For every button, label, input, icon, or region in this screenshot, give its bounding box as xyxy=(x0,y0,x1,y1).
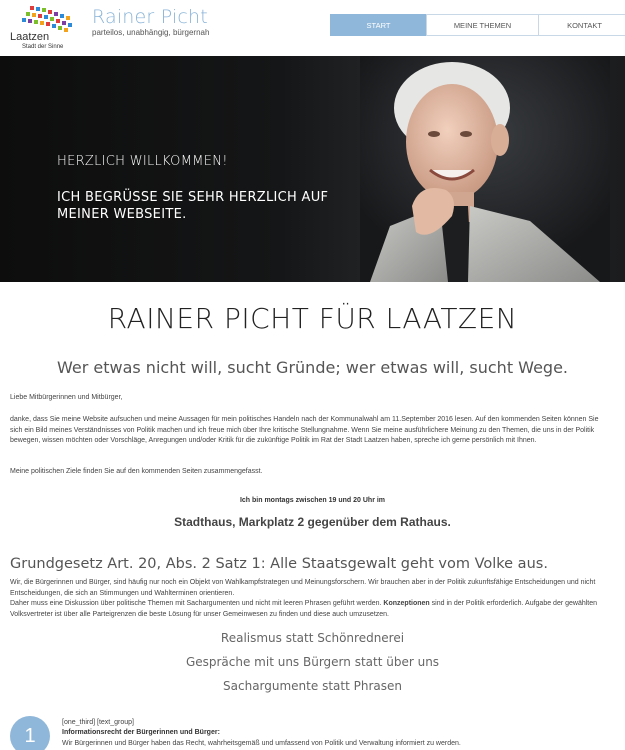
intro-paragraph: danke, dass Sie meine Website aufsuchen und meine Aussagen für mein politisches Handeln nach der Kommunalwahl am 11.September 2016 lesen. Auf den kommenden Seiten können Sie sich ein Bild meines Verständnisses von Politik machen und ich freue mich über Ihre kritische Stellungnahme. Wenn Sie meine ausführlichere Meinung zu den Themen, die uns in der Politik bewegen, wissen möchten oder Vorschläge, Anregungen und/oder Kritik für die zukünftige Politik im Rat der Stadt Laatzen haben, spreche ich gerne persönlich mit Ihnen. xyxy=(10,416,599,444)
grundgesetz-line2a: Daher muss eine Diskussion über politische Themen mit Sachargumenten und nicht mit leeren Phrasen geführt werden. xyxy=(10,600,382,607)
nav-start[interactable]: START xyxy=(330,14,427,36)
motto: Wer etwas nicht will, sucht Gründe; wer etwas will, sucht Wege. xyxy=(56,358,568,377)
grundgesetz-line1: Wir, die Bürgerinnen und Bürger, sind häufig nur noch ein Objekt von Wahlkampfstrategen und Meinungsforschern. Wir brauchen aber in der Politik zukunftsfähige Entscheidungen und nicht Entscheidungen, die sich an Stimmungen und Wahlterminen orientieren. xyxy=(10,579,596,597)
goals-paragraph: Meine politischen Ziele finden Sie auf den kommenden Seiten zusammengefasst. xyxy=(10,468,263,475)
site-name[interactable]: Rainer Picht xyxy=(92,6,208,28)
site-header xyxy=(0,0,625,56)
slogan-3: Sachargumente statt Phrasen xyxy=(223,679,402,693)
hero-welcome: HERZLICH WILLKOMMEN! xyxy=(57,154,228,169)
grundgesetz-text xyxy=(10,578,610,620)
salutation: Liebe Mitbürgerinnen und Mitbürger, xyxy=(10,394,123,401)
office-address: Stadthaus, Markplatz 2 gegenüber dem Rathaus. xyxy=(174,515,451,529)
grundgesetz-heading: Grundgesetz Art. 20, Abs. 2 Satz 1: Alle Staatsgewalt geht vom Volke aus. xyxy=(10,556,548,572)
page-title: RAINER PICHT FÜR LAATZEN xyxy=(107,302,518,335)
main-nav xyxy=(330,14,625,36)
hero-banner xyxy=(0,56,625,282)
site-tagline: parteilos, unabhängig, bürgernah xyxy=(92,28,210,37)
laatzen-logo[interactable] xyxy=(8,4,86,50)
nav-kontakt[interactable]: KONTAKT xyxy=(538,14,625,36)
office-hours: Ich bin montags zwischen 19 und 20 Uhr im xyxy=(239,497,386,504)
info-text: Wir Bürgerinnen und Bürger haben das Recht, wahrheitsgemäß und umfassend von Politik und Verwaltung informiert zu werden. xyxy=(62,740,461,747)
grundgesetz-line2b: sind in der Politik erforderlich. Aufgabe der gewählten Volksvertreter ist über alle Parteigrenzen die beste Lösung für unser Gemeinwesen zu finden und diese auch umzusetzen. xyxy=(10,600,598,618)
number-badge: 1 xyxy=(10,716,50,750)
hero-greeting: ICH BEGRÜSSE SIE SEHR HERZLICH AUF MEINER WEBSEITE. xyxy=(57,190,329,222)
shortcode-text: [one_third] [text_group] xyxy=(62,719,134,726)
nav-meine-themen[interactable]: MEINE THEMEN xyxy=(426,14,539,36)
konzeptionen-emphasis: Konzeptionen xyxy=(383,600,430,607)
slogan-1: Realismus statt Schönrednerei xyxy=(220,631,405,645)
svg-text:Laatzen: Laatzen xyxy=(10,31,50,43)
portrait-photo xyxy=(360,56,610,282)
slogan-2: Gespräche mit uns Bürgern statt über uns xyxy=(185,655,440,669)
svg-text:Stadt der Sinne: Stadt der Sinne xyxy=(22,44,64,50)
info-heading: Informationsrecht der Bürgerinnen und Bürger: xyxy=(62,729,220,736)
